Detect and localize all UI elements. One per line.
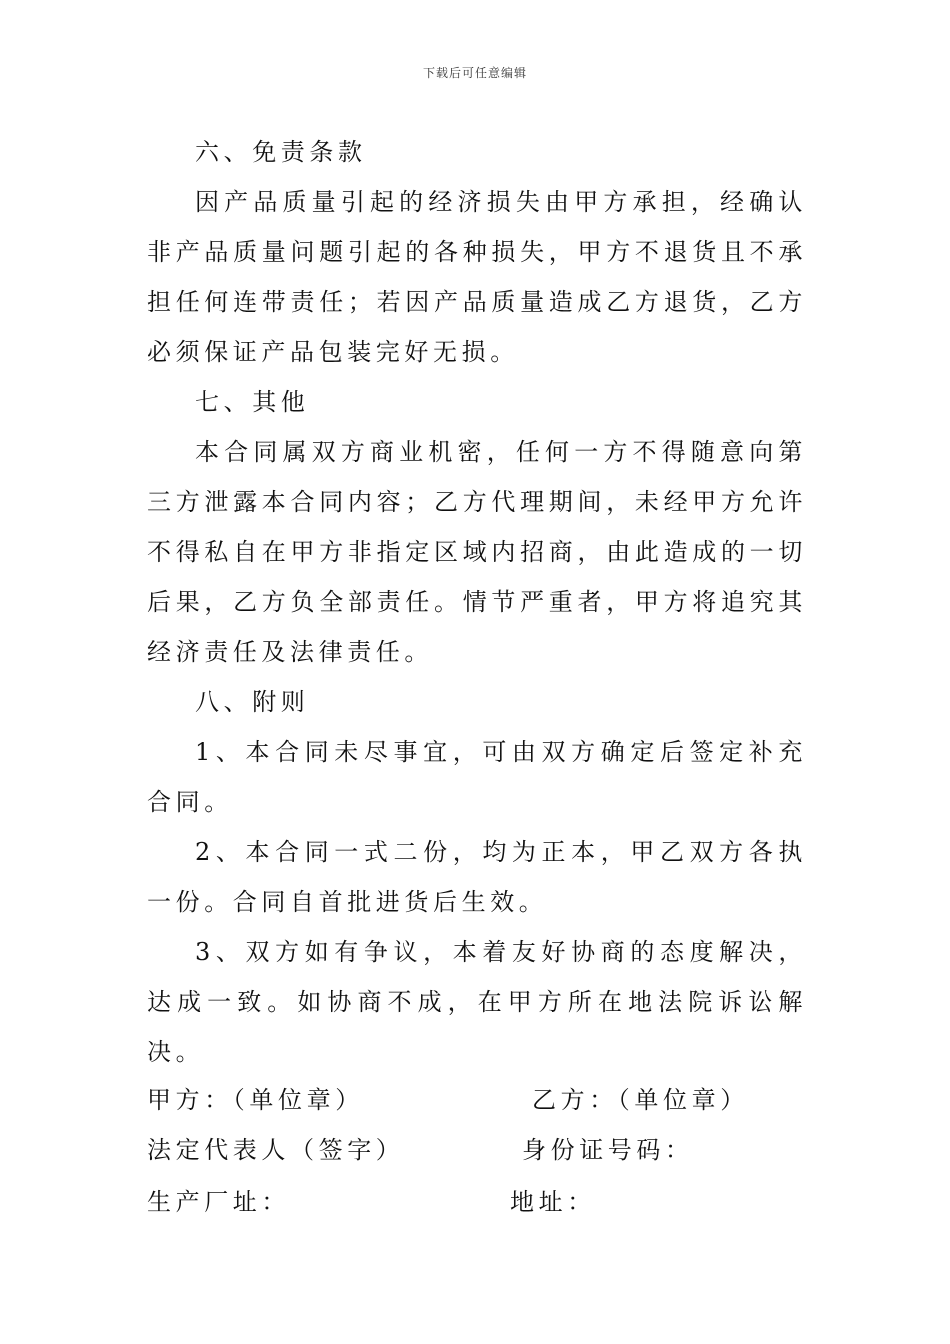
clause-3: 3、双方如有争议，本着友好协商的态度解决，达成一致。如协商不成，在甲方所在地法院诉讼解决。: [147, 938, 807, 1066]
clause-1: 1、本合同未尽事宜，可由双方确定后签定补充合同。: [147, 738, 807, 816]
section-heading-6: 六、免责条款: [195, 138, 367, 166]
factory-address-field: 生产厂址：: [147, 1188, 290, 1216]
address-field: 地址：: [510, 1188, 596, 1216]
party-b-seal: 乙方：（单位章）: [532, 1086, 749, 1114]
page-header: 下载后可任意编辑: [422, 66, 527, 80]
section-heading-7: 七、其他: [195, 388, 310, 416]
paragraph-disclaimer: 因产品质量引起的经济损失由甲方承担，经确认非产品质量问题引起的各种损失，甲方不退货且不承担任何连带责任；若因产品质量造成乙方退货，乙方必须保证产品包装完好无损。: [147, 188, 807, 366]
legal-representative-signature: 法定代表人（签字）: [147, 1136, 405, 1164]
party-a-seal: 甲方：（单位章）: [147, 1086, 364, 1114]
clause-2: 2、本合同一式二份，均为正本，甲乙双方各执一份。合同自首批进货后生效。: [147, 838, 807, 916]
section-heading-8: 八、附则: [195, 688, 310, 716]
id-number-field: 身份证号码：: [522, 1136, 694, 1164]
contract-body: [147, 127, 807, 1077]
paragraph-confidentiality: 本合同属双方商业机密，任何一方不得随意向第三方泄露本合同内容；乙方代理期间，未经甲方允许不得私自在甲方非指定区域内招商，由此造成的一切后果，乙方负全部责任。情节严重者，甲方将追究其经济责任及法律责任。: [147, 438, 807, 666]
